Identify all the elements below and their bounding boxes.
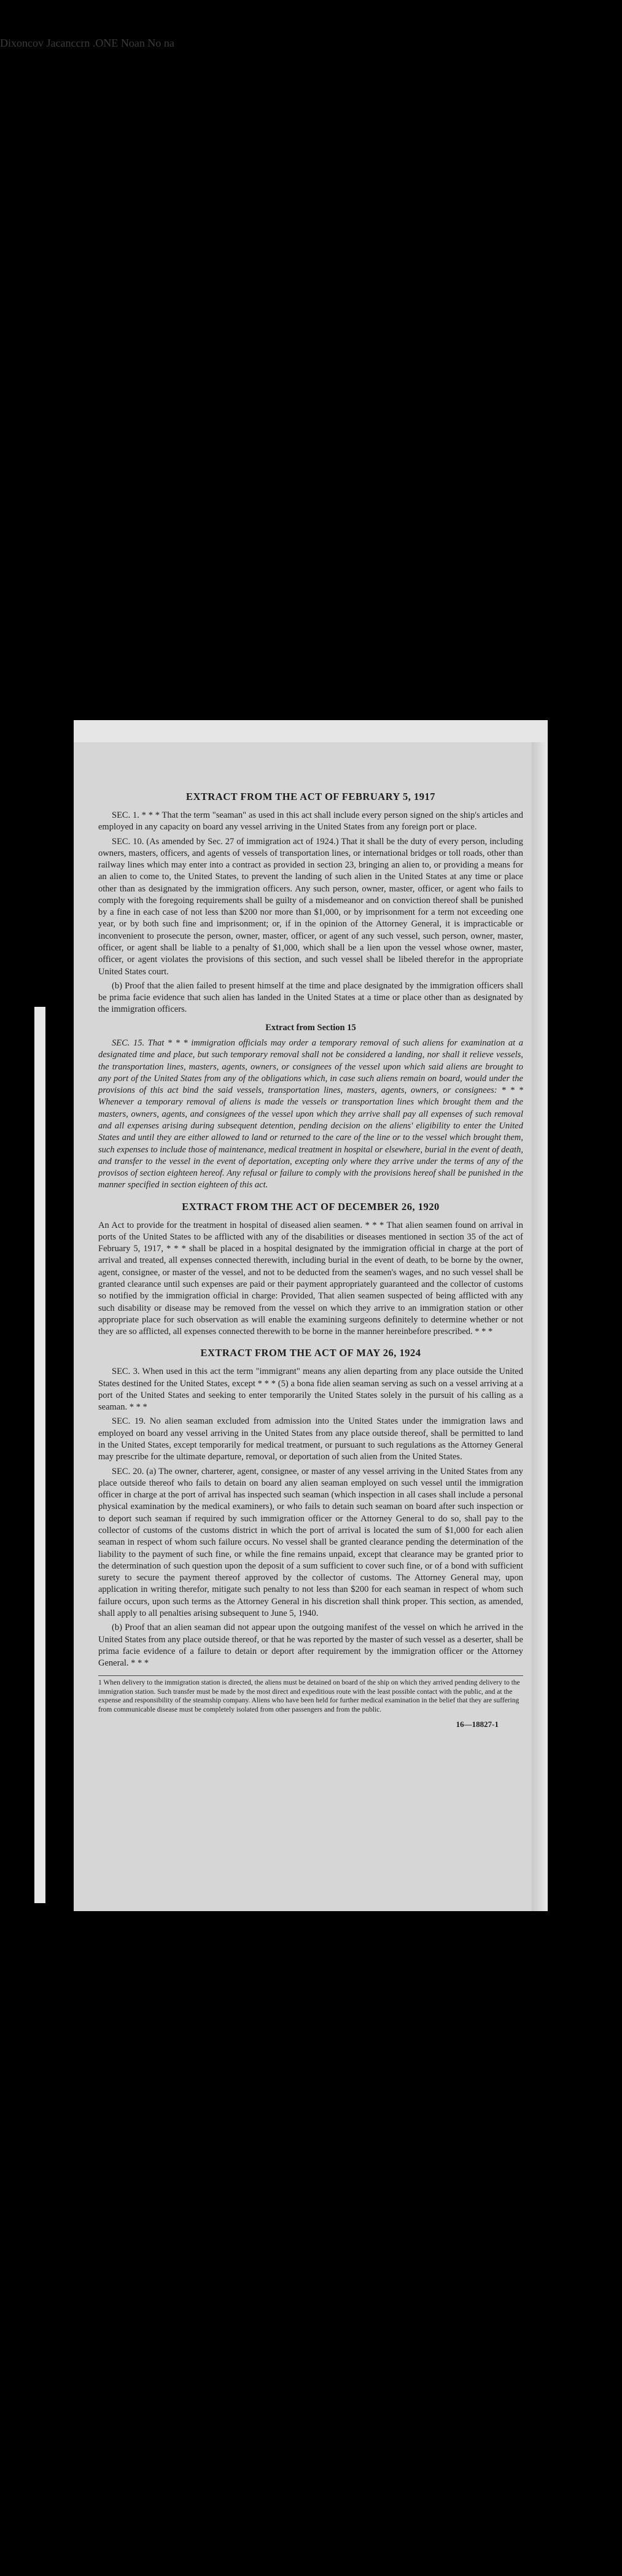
paragraph: SEC. 10. (As amended by Sec. 27 of immigration act of 1924.) That it shall be the duty of every person, including owners, masters, officers, and agents of vessels of transportation lines, or international bridges or toll roads, other than railway lines which may enter into a contract as provided in section 23, bringing an alien to, or providing a means for an alien to come to, the United States, to prevent the landing of such alien in the United States at any time or place other than as designated by the immigration officers. Any such person, owner, master, officer, or agent who fails to comply with the foregoing requirements shall be guilty of a misdemeanor and on conviction thereof shall be punished by a fine in each case of not less than $200 nor more than $1,000, or by imprisonment for a term not exceeding one year, or by both such fine and imprisonment; or, if in the opinion of the Attorney General, it is impracticable or inconvenient to prosecute the person, owner, master, officer, or agent of any such vessel, such person, owner, master, officer, or agent shall be liable to a penalty of $1,000, which shall be a lien upon the vessel whose owner, master, officer, or agent violates the provisions of this section, and such vessel shall be libeled therefor in the appropriate United States court. [98,836,523,977]
paragraph: SEC. 15. That * * * immigration officials may order a temporary removal of such aliens for examination at a designated time and place, but such temporary removal shall not be considered a landing, nor shall it relieve vessels, the transportation lines, masters, agents, owners, or consignees of the vessel upon which said aliens are brought to any port of the United States from any of the obligations which, in case such aliens remain on board, would under the provisions of this act bind the said vessels, transportation lines, masters, agents, owners, or consignees: * * * Whenever a temporary removal of aliens is made the vessels or transportation lines which brought them and the masters, owners, agents, and consignees of the vessel upon which they arrive shall pay all expenses of such removal and all expenses arising during subsequent detention, pending decision on the aliens' eligibility to enter the United States and until they are either allowed to land or returned to the care of the line or to the vessel which brought them, such expenses to include those of maintenance, medical treatment in hospital or elsewhere, burial in the event of death, and transfer to the vessel in the event of deportation, excepting only where they arrive under the terms of any of the provisos of section eighteen hereof. Any refusal or failure to comply with the provisions hereof shall be punished in the manner specified in section eighteen of this act. [98,1038,523,1190]
footnote: 1 When delivery to the immigration station is directed, the aliens must be detained on board of the ship on which they arrived pending delivery to the immigration station. Such transfer must be made by the most direct and expeditious route with the least possible contact with the public, and at the expense and responsibility of the steamship company. Aliens who have been held for further medical examination in the belief that they are suffering from communicable disease must be completely isolated from other passengers and from the public. [98,1675,523,1714]
section-1917 [98,790,523,1192]
paragraph: (b) Proof that the alien failed to present himself at the time and place designated by the immigration officers shall be prima facie evidence that such alien has landed in the United States at a time or place other than as designated by the immigration officers. [98,980,523,1015]
scan-edge-strip [34,1007,45,1903]
document-code: 16—18827-1 [456,1719,499,1729]
paragraph: SEC. 19. No alien seaman excluded from admission into the United States under the immigration laws and employed on board any vessel arriving in the United States from any place outside thereof, shall be permitted to land in the United States, except temporarily for medical treatment, or pursuant to such regulations as the Attorney General may prescribe for the ultimate departure, removal, or deportation of such alien from the United States. [98,1416,523,1462]
section-title: EXTRACT FROM THE ACT OF DECEMBER 26, 1920 [182,1200,440,1212]
paragraph: An Act to provide for the treatment in hospital of diseased alien seamen. * * * That alien seamen found on arrival in ports of the United States to be afflicted with any of the disabilities or diseases mentioned in section 35 of the act of February 5, 1917, * * * shall be placed in a hospital designated by the immigration official in charge at the port of arrival and treated, all expenses connected therewith, including burial in the event of death, to be borne by the owner, agent, consignee, or master of the vessel, and not to be deducted from the seamen's wages, and no such vessel shall be granted clearance until such expenses are paid or their payment appropriately guaranteed and the collector of customs so notified by the immigration official in charge: Provided, That alien seamen suspected of being afflicted with any such disability or disease may be removed from the vessel on which they arrive to an immigration station or other appropriate place for such observation as will enable the examining surgeons definitely to determine whether or not they are so afflicted, all expenses connected therewith to be borne in the manner hereinbefore prescribed. * * * [98,1220,523,1337]
paragraph: SEC. 20. (a) The owner, charterer, agent, consignee, or master of any vessel arriving in the United States from any place outside thereof who fails to detain on board any alien seaman employed on such vessel until the immigration officer in charge at the port of arrival has inspected such seaman (which inspection in all cases shall include a personal physical examination by the medical examiners), or who fails to detain such seaman on board after such inspection or to deport such seaman if required by such immigration officer or the Attorney General to do so, shall pay to the collector of customs of the customs district in which the port of arrival is located the sum of $1,000 for each alien seaman in respect of whom such failure occurs. No vessel shall be granted clearance pending the determination of the liability to the payment of such fine, or while the fine remains unpaid, except that clearance may be granted prior to the determination of such question upon the deposit of a sum sufficient to cover such fine, or of a bond with sufficient surety to secure the payment thereof approved by the collector of customs. The Attorney General may, upon application in writing therefor, mitigate such penalty to not less than $200 for each seaman in respect of whom such failure occurs, upon such terms as the Attorney General in his discretion shall think proper. This section, as amended, shall apply to all penalties arising subsequent to June 5, 1940. [98,1466,523,1618]
page-top-margin [74,720,548,742]
document-page [74,720,548,1911]
section-1924 [98,1346,523,1669]
paragraph: SEC. 3. When used in this act the term "immigrant" means any alien departing from any place outside the United States destined for the United States, except * * * (5) a bona fide alien seaman serving as such on a vessel arriving at a port of the United States and seeking to enter temporarily the United States solely in the pursuit of his calling as a seaman. * * * [98,1367,523,1413]
section-1920 [98,1200,523,1338]
subsection-title: Extract from Section 15 [265,1022,356,1033]
section-title: EXTRACT FROM THE ACT OF MAY 26, 1924 [200,1347,421,1359]
paragraph: SEC. 1. * * * That the term "seaman" as used in this act shall include every person signed on the ship's articles and employed in any capacity on board any vessel arriving in the United States from any foreign port or place. [98,810,523,832]
paragraph: (b) Proof that an alien seaman did not appear upon the outgoing manifest of the vessel on which he arrived in the United States from any place outside thereof, or that he was reported by the master of such vessel as a deserter, shall be prima facie evidence of a failure to detain or deport after requirement by the immigration officer or the Attorney General. * * * [98,1623,523,1669]
scan-header-artifact: Dixoncov Jacanccrn .ONE Noan No na [0,37,174,49]
section-title: EXTRACT FROM THE ACT OF FEBRUARY 5, 1917 [186,791,435,802]
